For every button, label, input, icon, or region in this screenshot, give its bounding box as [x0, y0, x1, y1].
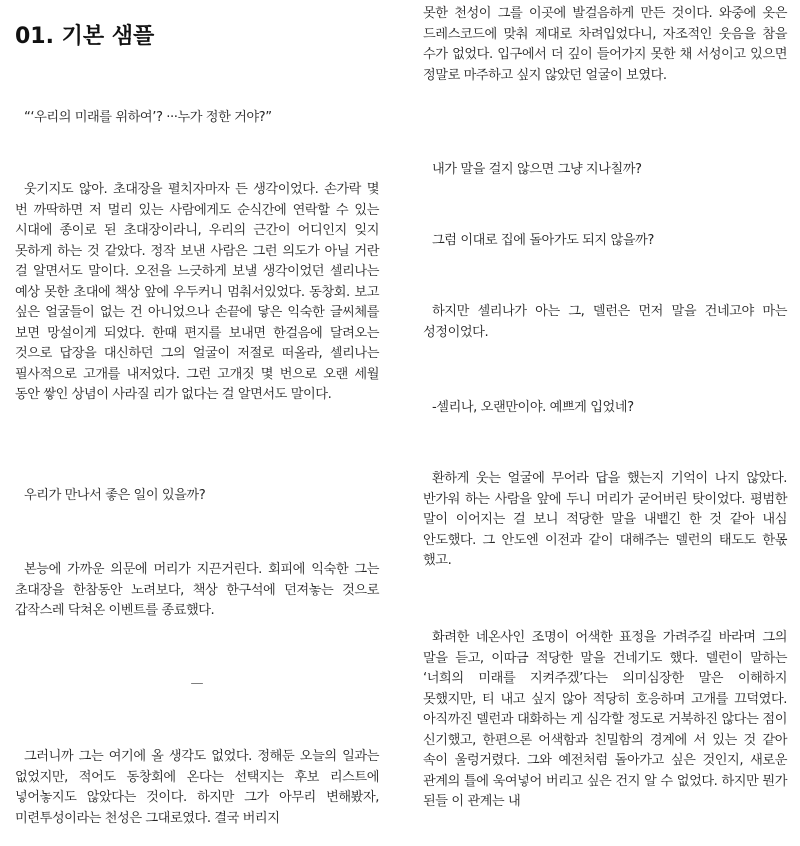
- section-separator: —: [190, 676, 204, 691]
- paragraph-delun: 하지만 셀리나가 아는 그, 델런은 먼저 말을 건네고야 마는 성정이었다.: [423, 304, 787, 340]
- paragraph-neon: 화려한 네온사인 조명이 어색한 표정을 가려주길 바라며 그의 말을 듣고, 이따금 적당한 말을 건네기도 했다. 델런이 말하는 ‘너희의 미래를 지켜주겠’다는 의미심장한 말은 이해하지 못했지만, 티 내고 싶지 않아 적당히 호응하며 고개를 끄덕였다. 아직까진 델런과 대화하는 게 심각할 정도로 거북하진 않다는 점이 신기했고, 한편으론 어색함과 친밀함의 경계에 서 있는 것 같아 속이 울렁거렸다. 그와 예전처럼 돌아가고 싶은 것인지, 새로운 관계의 틀에 욱여넣어 버리고 싶은 건지 알 수 없었다. 하지만 뭔가 된들 이 관계는 내: [423, 630, 787, 809]
- paragraph-instinct: 본능에 가까운 의문에 머리가 지끈거린다. 회피에 익숙한 그는 초대장을 한참동안 노려보다, 책상 한구석에 던져놓는 것으로 갑작스레 닥쳐온 이벤트를 종료했다.: [15, 562, 379, 618]
- paragraph-continuation: 못한 천성이 그를 이곳에 발걸음하게 만든 것이다. 와중에 옷은 드레스코드에 맞춰 제대로 차려입었다니, 자조적인 웃음을 참을 수가 없었다. 입구에서 더 깊이 들어가지 못한 채 서성이고 있으면 정말로 마주하고 싶지 않았던 얼굴이 보였다.: [423, 6, 787, 83]
- paragraph-go-home: 그럼 이대로 집에 돌아가도 되지 않을까?: [432, 233, 654, 248]
- paragraph-pass-by: 내가 말을 걸지 않으면 그냥 지나칠까?: [432, 162, 642, 177]
- paragraph-question: 우리가 만나서 좋은 일이 있을까?: [24, 488, 206, 503]
- paragraph-no-plan: 그러니까 그는 여기에 올 생각도 없었다. 정해둔 오늘의 일과는 없었지만, 적어도 동창회에 온다는 선택지는 후보 리스트에 넣어놓지도 않았다는 것이다. 하지만 그가 아무리 변해봤자, 미련투성이라는 천성은 그대로였다. 결국 버리지: [15, 749, 379, 826]
- paragraph-smile: 환하게 웃는 얼굴에 무어라 답을 했는지 기억이 나지 않았다. 반가워 하는 사람을 앞에 두니 머리가 굳어버린 탓이었다. 평범한 말이 이어지는 걸 보니 적당한 말을 내뱉긴 한 것 같아 내심 안도했다. 그 안도엔 이전과 같이 대해주는 델런의 태도도 한몫 했고.: [423, 471, 787, 568]
- paragraph-invitation: 웃기지도 않아. 초대장을 펼치자마자 든 생각이었다. 손가락 몇 번 까딱하면 저 멀리 있는 사람에게도 순식간에 연락할 수 있는 시대에 종이로 된 초대장이라니, 우리의 근간이 어디인지 잊지 못하게 하는 것 같았다. 정작 보낸 사람은 그런 의도가 아닐 거란 걸 알면서도 말이다. 오전을 느긋하게 보낼 생각이었던 셀리나는 예상 못한 초대에 책상 앞에 우두커니 멈춰서있었다. 동창회. 보고 싶은 얼굴들이 없는 건 아니었으나 손끝에 닿은 익숙한 글씨체를 보면 망설이게 되었다. 한때 편지를 보내면 한걸음에 달려오는 것으로 답장을 대신하던 그의 얼굴이 저절로 떠올라, 셀리나는 필사적으로 고개를 내저었다. 그런 고개짓 몇 번으로 오랜 세월 동안 쌓인 상념이 사라질 리가 없다는 걸 알면서도 말이다.: [15, 182, 379, 402]
- paragraph-dialogue: -셀리나, 오랜만이야. 예쁘게 입었네?: [432, 400, 634, 415]
- paragraph-quote: “‘우리의 미래를 위하여’? ···누가 정한 거야?”: [24, 110, 272, 125]
- page-title: 01. 기본 샘플: [15, 24, 155, 49]
